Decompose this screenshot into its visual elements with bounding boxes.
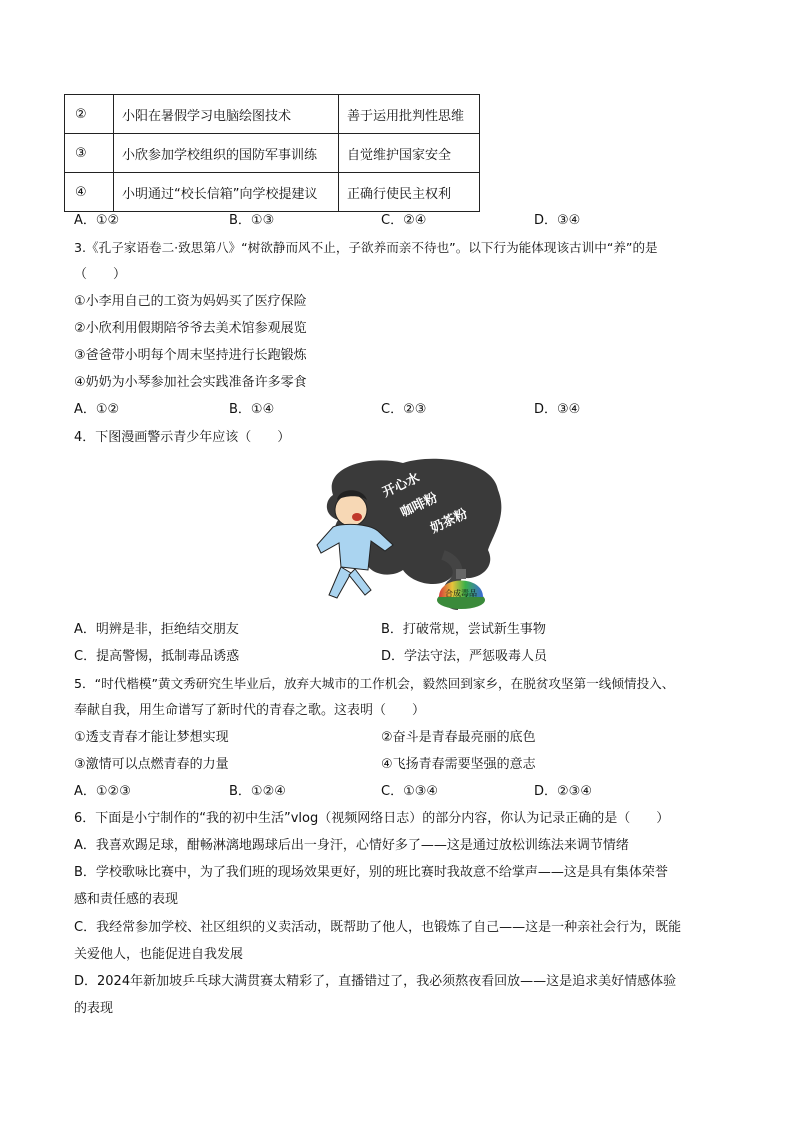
table-cell-meaning: 正确行使民主权利: [339, 173, 480, 212]
table-cell-case: 小欣参加学校组织的国防军事训练: [114, 134, 339, 173]
q3-item-3: ③爸爸带小明每个周末坚持进行长跑锻炼: [74, 348, 307, 363]
q6-option-d: D．2024年新加坡乒乓球大满贯赛太精彩了，直播错过了，我必须熬夜看回放——这是追求美好情感体验: [74, 974, 677, 989]
q3-option-d: D．③④: [534, 402, 581, 417]
table-cell-num: ③: [65, 134, 114, 173]
q6-option-d-cont: 的表现: [74, 1001, 114, 1016]
q3-option-a: A．①②: [74, 402, 120, 417]
table-cell-case: 小明通过“校长信箱”向学校提建议: [114, 173, 339, 212]
table-row: [65, 134, 480, 173]
q3-option-c: C．②③: [381, 402, 427, 417]
q5-option-b: B．①②④: [229, 784, 286, 799]
q3-stem: 3.《孔子家语卷二·致思第八》“树欲静而风不止，子欲养而亲不待也”。以下行为能体现该古训中“养”的是: [74, 240, 658, 255]
drug-warning-comic-icon: [293, 455, 505, 615]
cloud-text-2: 咖啡粉: [398, 490, 441, 521]
q6-option-c-cont: 关爱他人，也能促进自我发展: [74, 947, 244, 962]
q5-stem: 5．“时代楷模”黄文秀研究生毕业后，放弃大城市的工作机会，毅然回到家乡，在脱贫攻坚第一线倾情投入、: [74, 676, 675, 691]
q5-item-1: ①透支青春才能让梦想实现: [74, 730, 229, 745]
q5-item-4: ④飞扬青春需要坚强的意志: [381, 757, 536, 772]
table-cell-meaning: 自觉维护国家安全: [339, 134, 480, 173]
table-cell-meaning: 善于运用批判性思维: [339, 95, 480, 134]
bottle-label: 合成毒品: [445, 589, 477, 598]
q6-stem: 6．下面是小宁制作的“我的初中生活”vlog（视频网络日志）的部分内容，你认为记录正确的是（ ）: [74, 811, 670, 826]
q6-option-b-cont: 感和责任感的表现: [74, 892, 179, 907]
q2-option-b: B．①③: [229, 213, 275, 228]
q4-option-b: B．打破常规，尝试新生事物: [381, 622, 546, 637]
table-cell-case: 小阳在暑假学习电脑绘图技术: [114, 95, 339, 134]
question-table: [64, 94, 480, 212]
cloud-text-3: 奶茶粉: [428, 506, 471, 537]
q4-stem: 4．下图漫画警示青少年应该（ ）: [74, 430, 291, 445]
q3-item-4: ④奶奶为小琴参加社会实践准备许多零食: [74, 375, 307, 390]
q5-item-2: ②奋斗是青春最亮丽的底色: [381, 730, 536, 745]
q6-option-b: B．学校歌咏比赛中，为了我们班的现场效果更好，别的班比赛时我故意不给掌声——这是具有集体荣誉: [74, 865, 668, 880]
q4-option-a: A．明辨是非，拒绝结交朋友: [74, 622, 239, 637]
table-cell-num: ②: [65, 95, 114, 134]
q2-option-c: C．②④: [381, 213, 427, 228]
table-row: [65, 95, 480, 134]
q5-option-c: C．①③④: [381, 784, 439, 799]
q3-option-b: B．①④: [229, 402, 275, 417]
q2-option-d: D．③④: [534, 213, 581, 228]
q3-item-1: ①小李用自己的工资为妈妈买了医疗保险: [74, 294, 307, 309]
q5-option-a: A．①②③: [74, 784, 131, 799]
q6-option-c: C．我经常参加学校、社区组织的义卖活动，既帮助了他人，也锻炼了自己——这是一种亲社会行为，既能: [74, 920, 682, 935]
q2-option-a: A．①②: [74, 213, 120, 228]
q6-option-a: A．我喜欢踢足球，酣畅淋漓地踢球后出一身汗，心情好多了——这是通过放松训练法来调节情绪: [74, 838, 629, 853]
table-row: [65, 173, 480, 212]
q4-option-c: C．提高警惕，抵制毒品诱惑: [74, 649, 240, 664]
q3-stem-paren: （ ）: [74, 267, 127, 282]
q3-item-2: ②小欣利用假期陪爷爷去美术馆参观展览: [74, 321, 307, 336]
cloud-text-1: 开心水: [380, 470, 423, 501]
q5-item-3: ③激情可以点燃青春的力量: [74, 757, 229, 772]
q5-stem-cont: 奉献自我，用生命谱写了新时代的青春之歌。这表明（ ）: [74, 703, 426, 718]
q4-option-d: D．学法守法，严惩吸毒人员: [381, 649, 548, 664]
q5-option-d: D．②③④: [534, 784, 592, 799]
table-cell-num: ④: [65, 173, 114, 212]
